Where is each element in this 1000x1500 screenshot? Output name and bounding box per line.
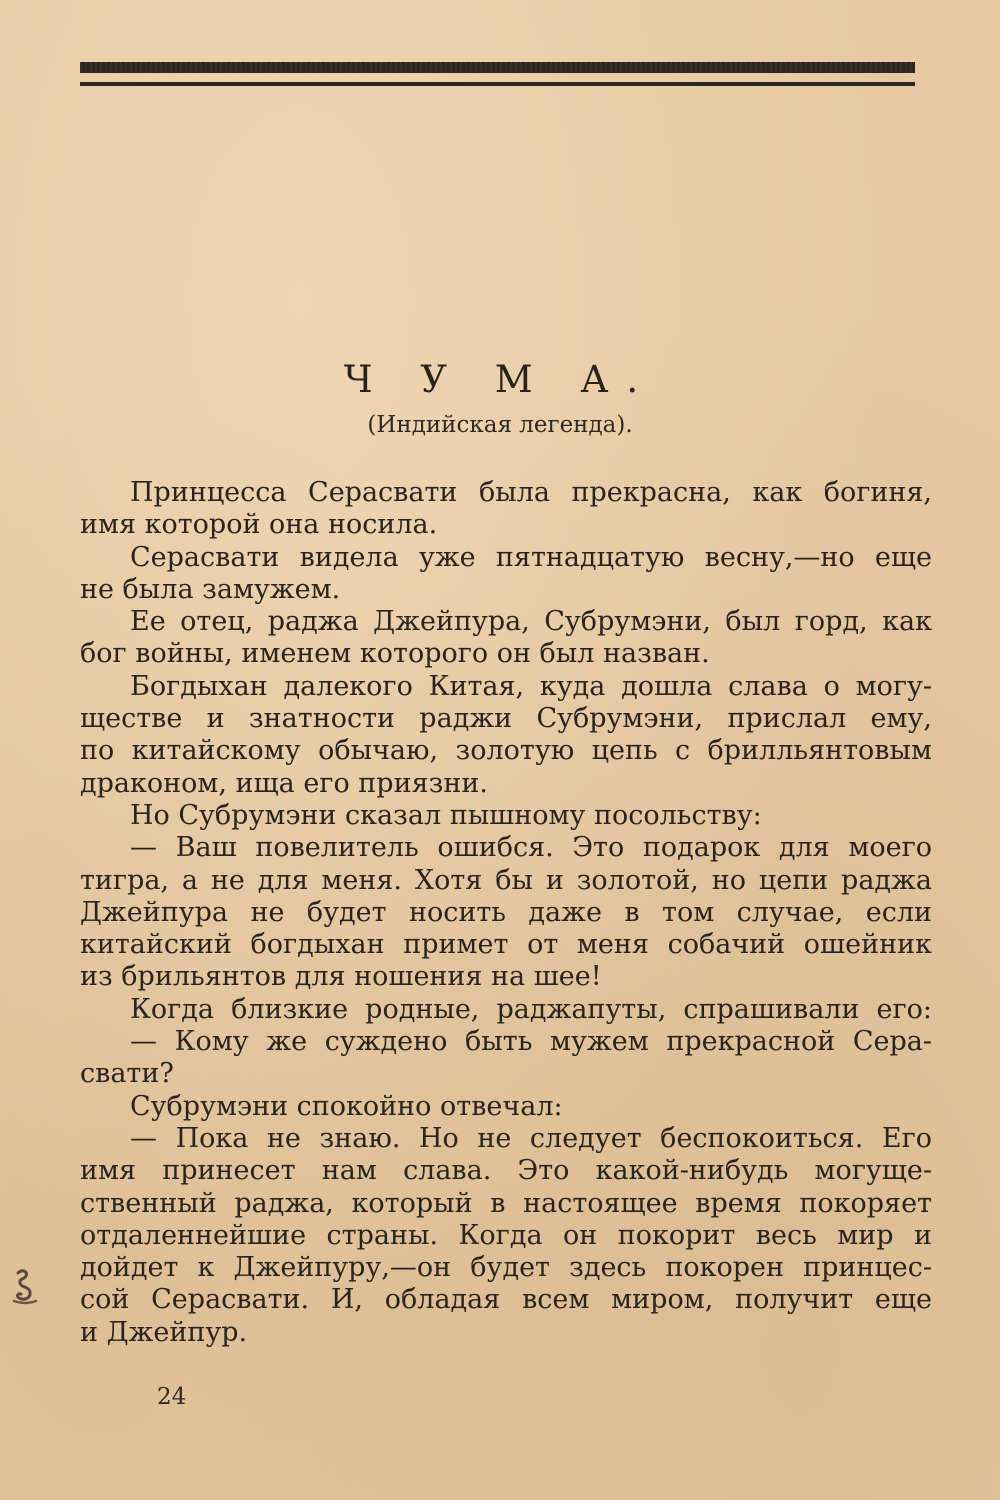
text-line: из брильянтов для ношения на шее!: [80, 961, 602, 993]
text-line: ственный раджа, который в настоящее время покоряет: [80, 1187, 932, 1219]
text-line: драконом, ища его приязни.: [80, 767, 488, 799]
text-line: бог войны, именем которого он был назван.: [80, 638, 710, 670]
body-text: [80, 477, 932, 1349]
text-line: отдаленнейшие страны. Когда он покорит весь мир и: [80, 1219, 932, 1251]
text-line: Но Субрумэни сказал пышному посольству:: [130, 799, 762, 831]
text-line: дойдет к Джейпуру,—он будет здесь покорен принцес-: [80, 1252, 932, 1284]
text-line: свати?: [80, 1058, 174, 1090]
text-line: Серасвати видела уже пятнадцатую весну,—но еще: [130, 541, 932, 573]
text-line: ществе и знатности раджи Субрумэни, прислал ему,: [80, 703, 932, 735]
text-line: Богдыхан далекого Китая, куда дошла слава о могу-: [130, 670, 932, 702]
text-line: и Джейпур.: [80, 1316, 248, 1348]
text-line: китайский богдыхан примет от меня собачий ошейник: [80, 929, 932, 961]
text-line: по китайскому обычаю, золотую цепь с брилльянтовым: [80, 735, 932, 767]
chapter-title: Ч У М А.: [343, 358, 657, 401]
text-line: имя которой она носила.: [80, 509, 438, 541]
text-line: Ее отец, раджа Джейпура, Субрумэни, был горд, как: [130, 606, 932, 638]
text-line: Когда близкие родные, раджапуты, спрашивали его:: [130, 993, 932, 1025]
text-line: имя принесет нам слава. Это какой-нибудь могуще-: [80, 1155, 932, 1187]
header-rule-thin: [80, 82, 915, 86]
margin-ink-blot: [10, 1265, 40, 1310]
text-line: Джейпура не будет носить даже в том случае, если: [80, 896, 932, 928]
text-line: — Пока не знаю. Но не следует беспокоиться. Его: [130, 1122, 932, 1154]
text-line: Принцесса Серасвати была прекрасна, как богиня,: [130, 477, 932, 508]
text-line: не была замужем.: [80, 573, 341, 605]
page-number: 24: [157, 1384, 187, 1410]
header-rule-thick: [80, 62, 915, 73]
text-line: сой Серасвати. И, обладая всем миром, получит еще: [80, 1284, 932, 1316]
text-line: — Кому же суждено быть мужем прекрасной Сера-: [130, 1026, 932, 1058]
text-line: тигра, а не для меня. Хотя бы и золотой, но цепи раджа: [80, 864, 932, 896]
text-line: — Ваш повелитель ошибся. Это подарок для моего: [130, 832, 932, 864]
text-line: Субрумэни спокойно отвечал:: [130, 1090, 563, 1122]
chapter-subtitle: (Индийская легенда).: [367, 412, 633, 438]
